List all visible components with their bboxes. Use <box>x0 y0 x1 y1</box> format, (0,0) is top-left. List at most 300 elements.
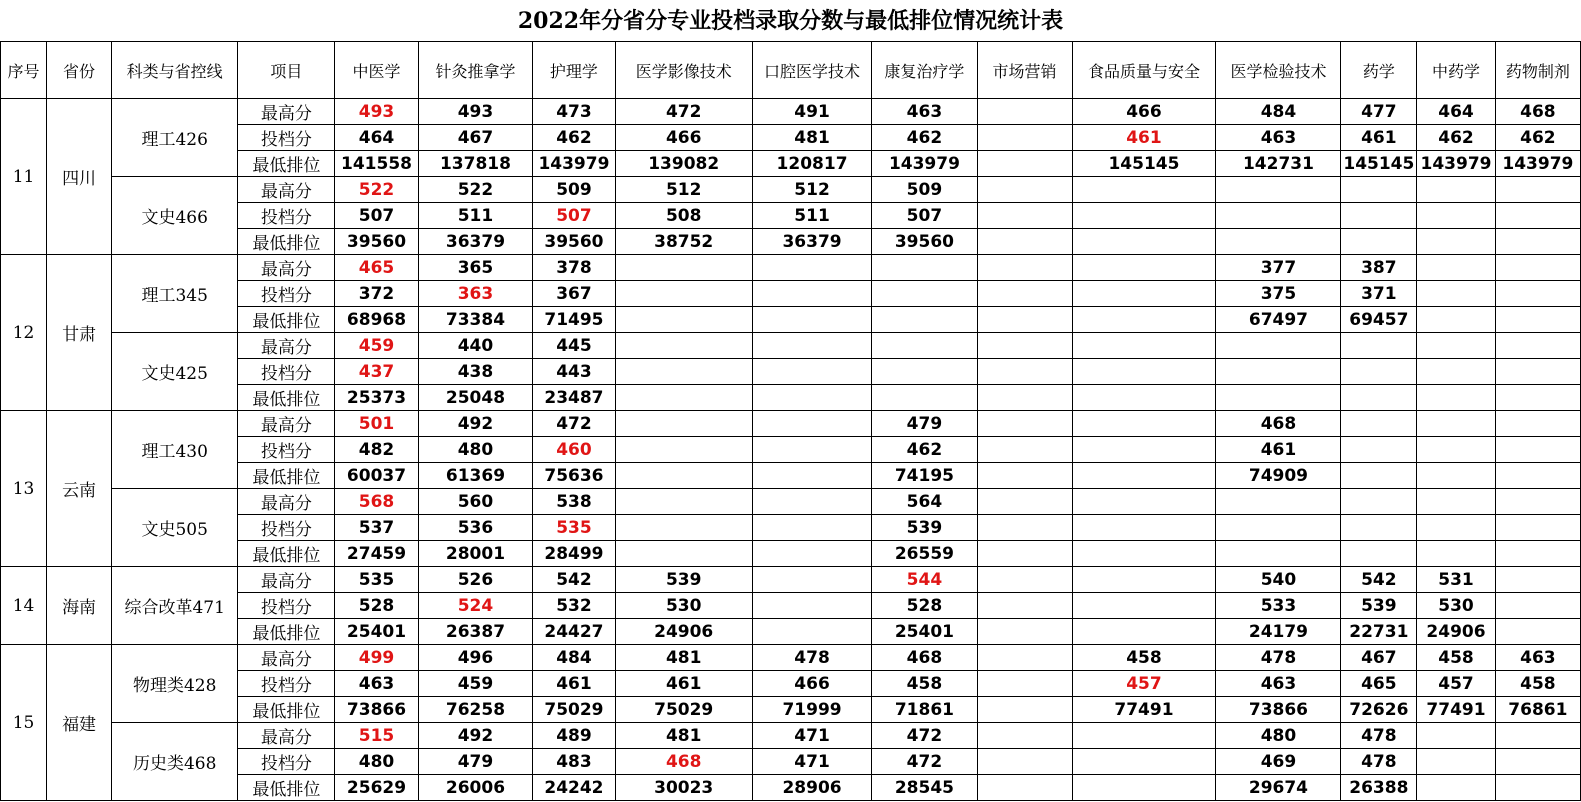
value-cell: 467 <box>418 125 533 151</box>
value-cell <box>1495 593 1580 619</box>
item-label-cell: 最高分 <box>238 723 335 749</box>
value-cell: 512 <box>615 177 752 203</box>
item-label-cell: 最高分 <box>238 411 335 437</box>
value-cell: 542 <box>533 567 615 593</box>
value-cell <box>752 437 871 463</box>
value-cell: 478 <box>1341 723 1417 749</box>
value-cell: 467 <box>1341 645 1417 671</box>
value-cell: 375 <box>1216 281 1341 307</box>
table-row <box>1 723 1581 749</box>
value-cell <box>1072 255 1216 281</box>
value-cell: 24179 <box>1216 619 1341 645</box>
value-cell: 25048 <box>418 385 533 411</box>
value-cell <box>872 333 977 359</box>
value-cell <box>977 541 1072 567</box>
value-cell: 471 <box>752 749 871 775</box>
col-header-item: 项目 <box>238 42 335 99</box>
value-cell: 501 <box>335 411 418 437</box>
value-cell: 511 <box>418 203 533 229</box>
value-cell <box>1495 541 1580 567</box>
value-cell: 458 <box>1495 671 1580 697</box>
col-header-major: 药学 <box>1341 42 1417 99</box>
item-label-cell: 投档分 <box>238 281 335 307</box>
value-cell: 143979 <box>533 151 615 177</box>
value-cell <box>1417 541 1496 567</box>
value-cell: 458 <box>1072 645 1216 671</box>
value-cell <box>1495 749 1580 775</box>
value-cell: 28545 <box>872 775 977 801</box>
value-cell: 462 <box>872 437 977 463</box>
admission-table <box>0 41 1581 801</box>
value-cell: 74195 <box>872 463 977 489</box>
value-cell <box>1417 515 1496 541</box>
value-cell <box>1072 541 1216 567</box>
category-cell: 理工430 <box>112 411 238 489</box>
value-cell <box>977 463 1072 489</box>
value-cell <box>1072 333 1216 359</box>
value-cell: 511 <box>752 203 871 229</box>
category-cell: 物理类428 <box>112 645 238 723</box>
value-cell <box>752 411 871 437</box>
value-cell: 22731 <box>1341 619 1417 645</box>
province-cell: 四川 <box>47 99 112 255</box>
value-cell: 508 <box>615 203 752 229</box>
value-cell <box>977 229 1072 255</box>
value-cell <box>977 489 1072 515</box>
value-cell <box>752 359 871 385</box>
value-cell: 71999 <box>752 697 871 723</box>
category-cell: 文史505 <box>112 489 238 567</box>
value-cell: 466 <box>1072 99 1216 125</box>
value-cell <box>1417 775 1496 801</box>
value-cell: 533 <box>1216 593 1341 619</box>
value-cell <box>1072 359 1216 385</box>
col-header-major: 中医学 <box>335 42 418 99</box>
value-cell: 39560 <box>533 229 615 255</box>
value-cell <box>1216 359 1341 385</box>
value-cell: 478 <box>1216 645 1341 671</box>
table-row <box>1 489 1581 515</box>
value-cell: 539 <box>872 515 977 541</box>
value-cell: 479 <box>418 749 533 775</box>
value-cell: 457 <box>1417 671 1496 697</box>
value-cell: 479 <box>872 411 977 437</box>
value-cell: 522 <box>418 177 533 203</box>
item-label-cell: 最低排位 <box>238 541 335 567</box>
value-cell: 443 <box>533 359 615 385</box>
value-cell: 540 <box>1216 567 1341 593</box>
value-cell: 465 <box>335 255 418 281</box>
value-cell: 492 <box>418 411 533 437</box>
value-cell <box>1495 229 1580 255</box>
value-cell <box>1495 411 1580 437</box>
value-cell <box>1341 411 1417 437</box>
value-cell: 530 <box>1417 593 1496 619</box>
seq-cell: 15 <box>1 645 47 801</box>
col-header-major: 口腔医学技术 <box>752 42 871 99</box>
item-label-cell: 最高分 <box>238 333 335 359</box>
value-cell: 38752 <box>615 229 752 255</box>
value-cell <box>977 177 1072 203</box>
col-header-major: 康复治疗学 <box>872 42 977 99</box>
value-cell: 23487 <box>533 385 615 411</box>
value-cell: 542 <box>1341 567 1417 593</box>
value-cell: 507 <box>872 203 977 229</box>
value-cell <box>752 307 871 333</box>
value-cell <box>977 515 1072 541</box>
value-cell: 459 <box>418 671 533 697</box>
item-label-cell: 最高分 <box>238 177 335 203</box>
seq-cell: 11 <box>1 99 47 255</box>
value-cell <box>1495 515 1580 541</box>
value-cell: 489 <box>533 723 615 749</box>
value-cell <box>1495 255 1580 281</box>
value-cell: 496 <box>418 645 533 671</box>
value-cell: 477 <box>1341 99 1417 125</box>
value-cell: 462 <box>1495 125 1580 151</box>
value-cell: 524 <box>418 593 533 619</box>
value-cell: 462 <box>1417 125 1496 151</box>
item-label-cell: 最低排位 <box>238 229 335 255</box>
value-cell: 463 <box>1216 671 1341 697</box>
value-cell: 71495 <box>533 307 615 333</box>
value-cell: 530 <box>615 593 752 619</box>
value-cell <box>1417 411 1496 437</box>
value-cell <box>1341 385 1417 411</box>
value-cell <box>1341 437 1417 463</box>
table-row <box>1 255 1581 281</box>
value-cell <box>1417 437 1496 463</box>
value-cell: 480 <box>418 437 533 463</box>
value-cell <box>977 359 1072 385</box>
col-header-major: 针灸推拿学 <box>418 42 533 99</box>
value-cell: 468 <box>1216 411 1341 437</box>
value-cell <box>615 437 752 463</box>
value-cell: 438 <box>418 359 533 385</box>
value-cell: 536 <box>418 515 533 541</box>
value-cell: 28499 <box>533 541 615 567</box>
value-cell: 28001 <box>418 541 533 567</box>
value-cell <box>1216 515 1341 541</box>
value-cell: 139082 <box>615 151 752 177</box>
value-cell: 478 <box>1341 749 1417 775</box>
value-cell <box>1417 229 1496 255</box>
value-cell: 142731 <box>1216 151 1341 177</box>
value-cell: 74909 <box>1216 463 1341 489</box>
value-cell <box>1072 749 1216 775</box>
value-cell: 143979 <box>1417 151 1496 177</box>
value-cell <box>872 255 977 281</box>
value-cell <box>1216 541 1341 567</box>
value-cell <box>977 99 1072 125</box>
value-cell <box>752 385 871 411</box>
value-cell: 463 <box>1495 645 1580 671</box>
value-cell <box>1495 281 1580 307</box>
value-cell: 363 <box>418 281 533 307</box>
value-cell <box>1072 307 1216 333</box>
item-label-cell: 最低排位 <box>238 307 335 333</box>
value-cell: 461 <box>615 671 752 697</box>
value-cell <box>977 593 1072 619</box>
value-cell <box>1495 489 1580 515</box>
value-cell <box>752 593 871 619</box>
value-cell: 61369 <box>418 463 533 489</box>
value-cell: 26006 <box>418 775 533 801</box>
value-cell <box>1495 385 1580 411</box>
value-cell <box>615 255 752 281</box>
table-row <box>1 411 1581 437</box>
value-cell: 73866 <box>335 697 418 723</box>
value-cell: 522 <box>335 177 418 203</box>
value-cell <box>1495 775 1580 801</box>
value-cell <box>1341 333 1417 359</box>
category-cell: 历史类468 <box>112 723 238 801</box>
seq-cell: 13 <box>1 411 47 567</box>
value-cell <box>1417 255 1496 281</box>
value-cell: 462 <box>533 125 615 151</box>
value-cell <box>1216 385 1341 411</box>
value-cell <box>1495 177 1580 203</box>
value-cell: 463 <box>335 671 418 697</box>
value-cell: 458 <box>872 671 977 697</box>
value-cell <box>752 541 871 567</box>
value-cell <box>615 359 752 385</box>
value-cell: 531 <box>1417 567 1496 593</box>
value-cell: 469 <box>1216 749 1341 775</box>
value-cell: 36379 <box>752 229 871 255</box>
value-cell: 26388 <box>1341 775 1417 801</box>
value-cell: 26387 <box>418 619 533 645</box>
value-cell <box>977 255 1072 281</box>
value-cell <box>1417 723 1496 749</box>
value-cell: 466 <box>752 671 871 697</box>
value-cell: 532 <box>533 593 615 619</box>
value-cell: 365 <box>418 255 533 281</box>
value-cell <box>615 333 752 359</box>
table-row <box>1 645 1581 671</box>
value-cell: 568 <box>335 489 418 515</box>
value-cell: 560 <box>418 489 533 515</box>
value-cell <box>1216 489 1341 515</box>
col-header-major: 医学影像技术 <box>615 42 752 99</box>
value-cell: 535 <box>335 567 418 593</box>
value-cell: 461 <box>533 671 615 697</box>
value-cell: 460 <box>533 437 615 463</box>
value-cell <box>1417 281 1496 307</box>
value-cell: 472 <box>872 749 977 775</box>
item-label-cell: 投档分 <box>238 203 335 229</box>
value-cell <box>872 359 977 385</box>
value-cell <box>1216 203 1341 229</box>
col-header-seq: 序号 <box>1 42 47 99</box>
value-cell <box>1072 567 1216 593</box>
seq-cell: 12 <box>1 255 47 411</box>
col-header-category: 科类与省控线 <box>112 42 238 99</box>
value-cell: 544 <box>872 567 977 593</box>
value-cell: 538 <box>533 489 615 515</box>
value-cell <box>977 697 1072 723</box>
value-cell: 472 <box>533 411 615 437</box>
value-cell <box>1072 281 1216 307</box>
value-cell: 445 <box>533 333 615 359</box>
value-cell: 372 <box>335 281 418 307</box>
value-cell <box>1216 229 1341 255</box>
value-cell: 492 <box>418 723 533 749</box>
item-label-cell: 最高分 <box>238 489 335 515</box>
col-header-major: 护理学 <box>533 42 615 99</box>
value-cell <box>752 567 871 593</box>
value-cell: 72626 <box>1341 697 1417 723</box>
value-cell <box>1072 411 1216 437</box>
value-cell <box>1495 359 1580 385</box>
value-cell: 472 <box>872 723 977 749</box>
value-cell <box>1072 489 1216 515</box>
value-cell: 25629 <box>335 775 418 801</box>
value-cell: 472 <box>615 99 752 125</box>
value-cell <box>1417 749 1496 775</box>
value-cell: 145145 <box>1341 151 1417 177</box>
value-cell: 440 <box>418 333 533 359</box>
value-cell <box>1341 489 1417 515</box>
value-cell <box>977 203 1072 229</box>
value-cell: 39560 <box>872 229 977 255</box>
value-cell: 466 <box>615 125 752 151</box>
col-header-major: 食品质量与安全 <box>1072 42 1216 99</box>
value-cell: 462 <box>872 125 977 151</box>
value-cell <box>1417 463 1496 489</box>
category-cell: 理工345 <box>112 255 238 333</box>
province-cell: 甘肃 <box>47 255 112 411</box>
value-cell: 473 <box>533 99 615 125</box>
value-cell: 484 <box>1216 99 1341 125</box>
value-cell: 75029 <box>615 697 752 723</box>
value-cell <box>615 385 752 411</box>
page-title: 2022年分省分专业投档录取分数与最低排位情况统计表 <box>517 8 1064 34</box>
value-cell <box>977 749 1072 775</box>
value-cell: 457 <box>1072 671 1216 697</box>
value-cell <box>615 411 752 437</box>
value-cell <box>1072 229 1216 255</box>
value-cell: 71861 <box>872 697 977 723</box>
value-cell <box>977 307 1072 333</box>
value-cell <box>1072 385 1216 411</box>
value-cell: 537 <box>335 515 418 541</box>
value-cell <box>1341 515 1417 541</box>
category-cell: 综合改革471 <box>112 567 238 645</box>
value-cell: 481 <box>752 125 871 151</box>
value-cell: 458 <box>1417 645 1496 671</box>
value-cell <box>1072 723 1216 749</box>
col-header-province: 省份 <box>47 42 112 99</box>
value-cell <box>1417 307 1496 333</box>
value-cell: 141558 <box>335 151 418 177</box>
value-cell: 468 <box>615 749 752 775</box>
item-label-cell: 最高分 <box>238 99 335 125</box>
value-cell <box>977 281 1072 307</box>
value-cell: 507 <box>335 203 418 229</box>
value-cell: 75636 <box>533 463 615 489</box>
value-cell <box>1417 177 1496 203</box>
value-cell <box>1495 203 1580 229</box>
item-label-cell: 最低排位 <box>238 151 335 177</box>
value-cell <box>977 619 1072 645</box>
value-cell <box>1072 177 1216 203</box>
value-cell: 28906 <box>752 775 871 801</box>
value-cell <box>1495 723 1580 749</box>
value-cell <box>752 281 871 307</box>
province-cell: 云南 <box>47 411 112 567</box>
value-cell: 69457 <box>1341 307 1417 333</box>
value-cell: 464 <box>1417 99 1496 125</box>
value-cell: 143979 <box>1495 151 1580 177</box>
seq-cell: 14 <box>1 567 47 645</box>
value-cell <box>977 385 1072 411</box>
value-cell: 143979 <box>872 151 977 177</box>
value-cell: 39560 <box>335 229 418 255</box>
value-cell <box>1417 203 1496 229</box>
value-cell <box>1495 463 1580 489</box>
value-cell: 539 <box>1341 593 1417 619</box>
value-cell: 481 <box>615 645 752 671</box>
value-cell <box>1417 359 1496 385</box>
value-cell <box>1341 463 1417 489</box>
value-cell <box>1417 385 1496 411</box>
value-cell <box>615 489 752 515</box>
category-cell: 理工426 <box>112 99 238 177</box>
value-cell: 371 <box>1341 281 1417 307</box>
value-cell <box>1341 203 1417 229</box>
value-cell: 493 <box>418 99 533 125</box>
item-label-cell: 投档分 <box>238 125 335 151</box>
value-cell: 68968 <box>335 307 418 333</box>
value-cell: 387 <box>1341 255 1417 281</box>
value-cell <box>1072 437 1216 463</box>
value-cell: 539 <box>615 567 752 593</box>
value-cell: 73866 <box>1216 697 1341 723</box>
table-row <box>1 99 1581 125</box>
value-cell <box>752 255 871 281</box>
value-cell <box>1072 593 1216 619</box>
col-header-major: 医学检验技术 <box>1216 42 1341 99</box>
value-cell <box>1495 333 1580 359</box>
value-cell: 480 <box>335 749 418 775</box>
value-cell: 461 <box>1216 437 1341 463</box>
value-cell: 77491 <box>1072 697 1216 723</box>
value-cell <box>977 125 1072 151</box>
value-cell: 468 <box>1495 99 1580 125</box>
item-label-cell: 投档分 <box>238 593 335 619</box>
value-cell: 507 <box>533 203 615 229</box>
value-cell <box>977 645 1072 671</box>
value-cell: 137818 <box>418 151 533 177</box>
value-cell: 24427 <box>533 619 615 645</box>
value-cell <box>977 411 1072 437</box>
value-cell: 463 <box>1216 125 1341 151</box>
value-cell: 471 <box>752 723 871 749</box>
value-cell: 377 <box>1216 255 1341 281</box>
value-cell: 493 <box>335 99 418 125</box>
value-cell <box>1216 333 1341 359</box>
value-cell <box>977 775 1072 801</box>
value-cell <box>977 151 1072 177</box>
value-cell <box>1341 177 1417 203</box>
header-row <box>1 42 1581 99</box>
value-cell: 482 <box>335 437 418 463</box>
value-cell: 76861 <box>1495 697 1580 723</box>
value-cell: 30023 <box>615 775 752 801</box>
value-cell: 367 <box>533 281 615 307</box>
value-cell <box>1216 177 1341 203</box>
